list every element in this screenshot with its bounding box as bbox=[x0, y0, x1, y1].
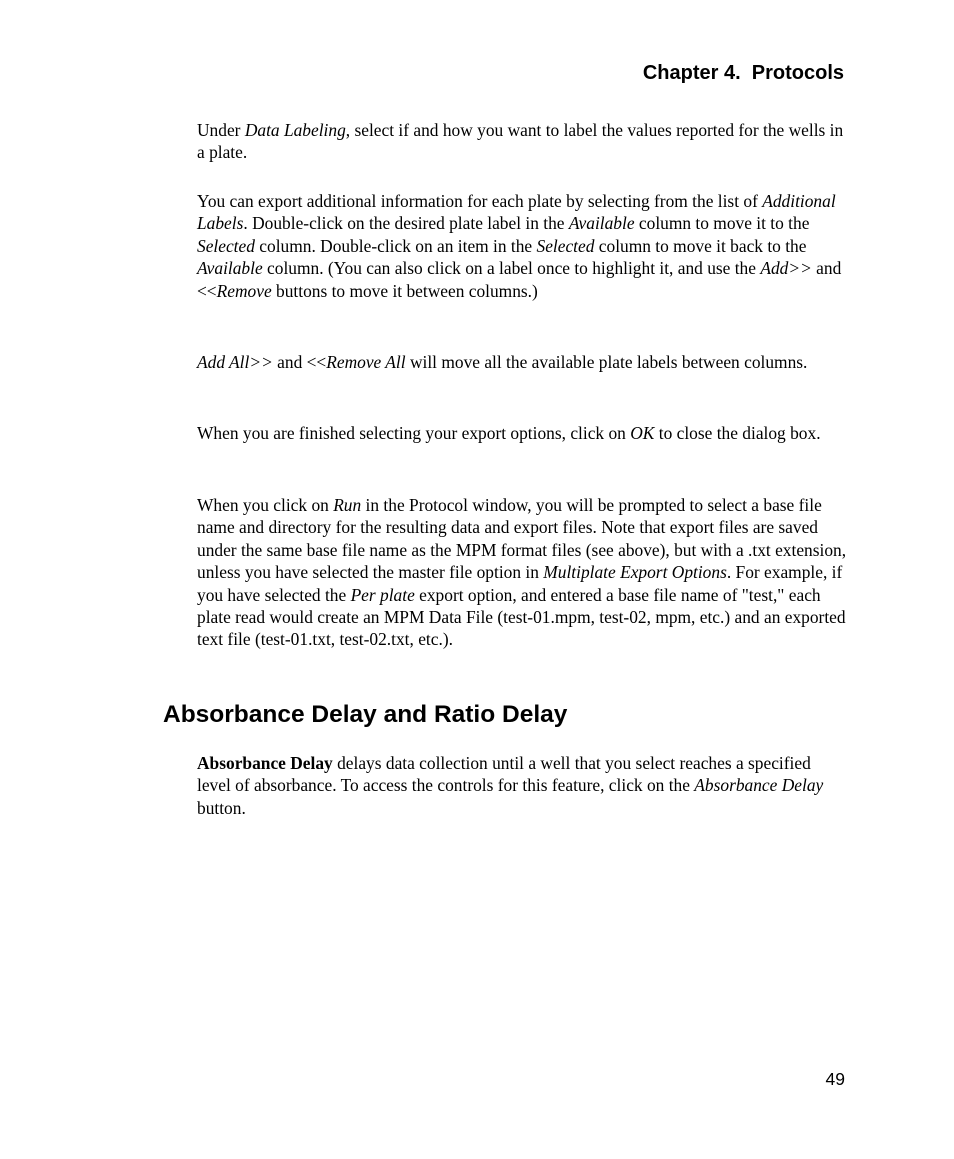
text-run: Remove bbox=[216, 280, 272, 301]
text-run: Add All>> bbox=[197, 352, 273, 372]
text-run: OK bbox=[630, 423, 655, 443]
paragraph-data-labeling bbox=[197, 119, 847, 164]
text-run: Selected bbox=[536, 235, 595, 256]
text-run: You can export additional information for each plate by selecting from the list of bbox=[197, 191, 763, 211]
text-run: Additional Labels bbox=[197, 191, 836, 234]
text-run: export option, and entered a base file name of "test," each plate read would create an MPM Data File (test-01.mpm, test-02, mpm, etc.) and an exported text file (test-01.txt, test-02.txt, etc.). bbox=[197, 584, 846, 650]
text-run: Available bbox=[197, 258, 263, 279]
text-run: When you are finished selecting your export options, click on bbox=[197, 423, 631, 443]
chapter-header: Chapter 4. Protocols bbox=[642, 62, 844, 84]
text-run: When you click on bbox=[197, 495, 334, 515]
text-run: . For example, if you have selected the bbox=[197, 562, 843, 605]
text-run: buttons to move it between columns.) bbox=[271, 280, 538, 301]
paragraph-add-remove-all bbox=[197, 351, 847, 373]
text-run: column. (You can also click on a label once to highlight it, and use the bbox=[262, 258, 761, 279]
text-run: Selected bbox=[197, 235, 255, 256]
text-run: Absorbance Delay bbox=[694, 775, 824, 796]
text-run: delays data collection until a well that you select reaches a specified level of absorbance. To access the controls for this feature, click on the bbox=[197, 753, 811, 796]
section-heading: Absorbance Delay and Ratio Delay bbox=[163, 701, 568, 728]
text-run: column. Double-click on an item in the bbox=[254, 235, 537, 256]
text-run: Multiplate Export Options bbox=[543, 562, 727, 583]
text-run: Under bbox=[197, 120, 245, 140]
text-run: to close the dialog box. bbox=[654, 423, 821, 443]
text-run: Add>> bbox=[760, 258, 812, 279]
text-run: will move all the available plate labels between columns. bbox=[405, 352, 808, 372]
paragraph-run-export-files bbox=[197, 494, 847, 651]
text-run: in the Protocol window, you will be prompted to select a base file name and directory for the resulting data and export files. Note that export files are saved under the same base file name as the MPM format files (see above), but with a .txt extension, unless you have selected the master file option in bbox=[197, 495, 847, 583]
text-run: . Double-click on the desired plate label in the bbox=[243, 213, 569, 234]
text-run: Run bbox=[333, 495, 362, 515]
text-run: button. bbox=[197, 797, 246, 818]
text-run: column to move it to the bbox=[634, 213, 810, 234]
text-run: and << bbox=[272, 352, 327, 372]
paragraph-additional-labels bbox=[197, 190, 847, 302]
paragraph-absorbance-delay bbox=[197, 752, 847, 819]
paragraph-finish-export bbox=[197, 422, 847, 444]
text-run: Available bbox=[568, 213, 635, 234]
page-number: 49 bbox=[825, 1069, 845, 1089]
text-run: column to move it back to the bbox=[594, 235, 807, 256]
text-run: Per plate bbox=[350, 584, 415, 605]
text-run: Remove All bbox=[326, 352, 406, 372]
text-run: Absorbance Delay bbox=[197, 753, 333, 773]
text-run: , select if and how you want to label the values reported for the wells in a plate. bbox=[197, 120, 844, 163]
text-run: Data Labeling bbox=[244, 120, 346, 140]
text-run: and << bbox=[197, 258, 842, 301]
